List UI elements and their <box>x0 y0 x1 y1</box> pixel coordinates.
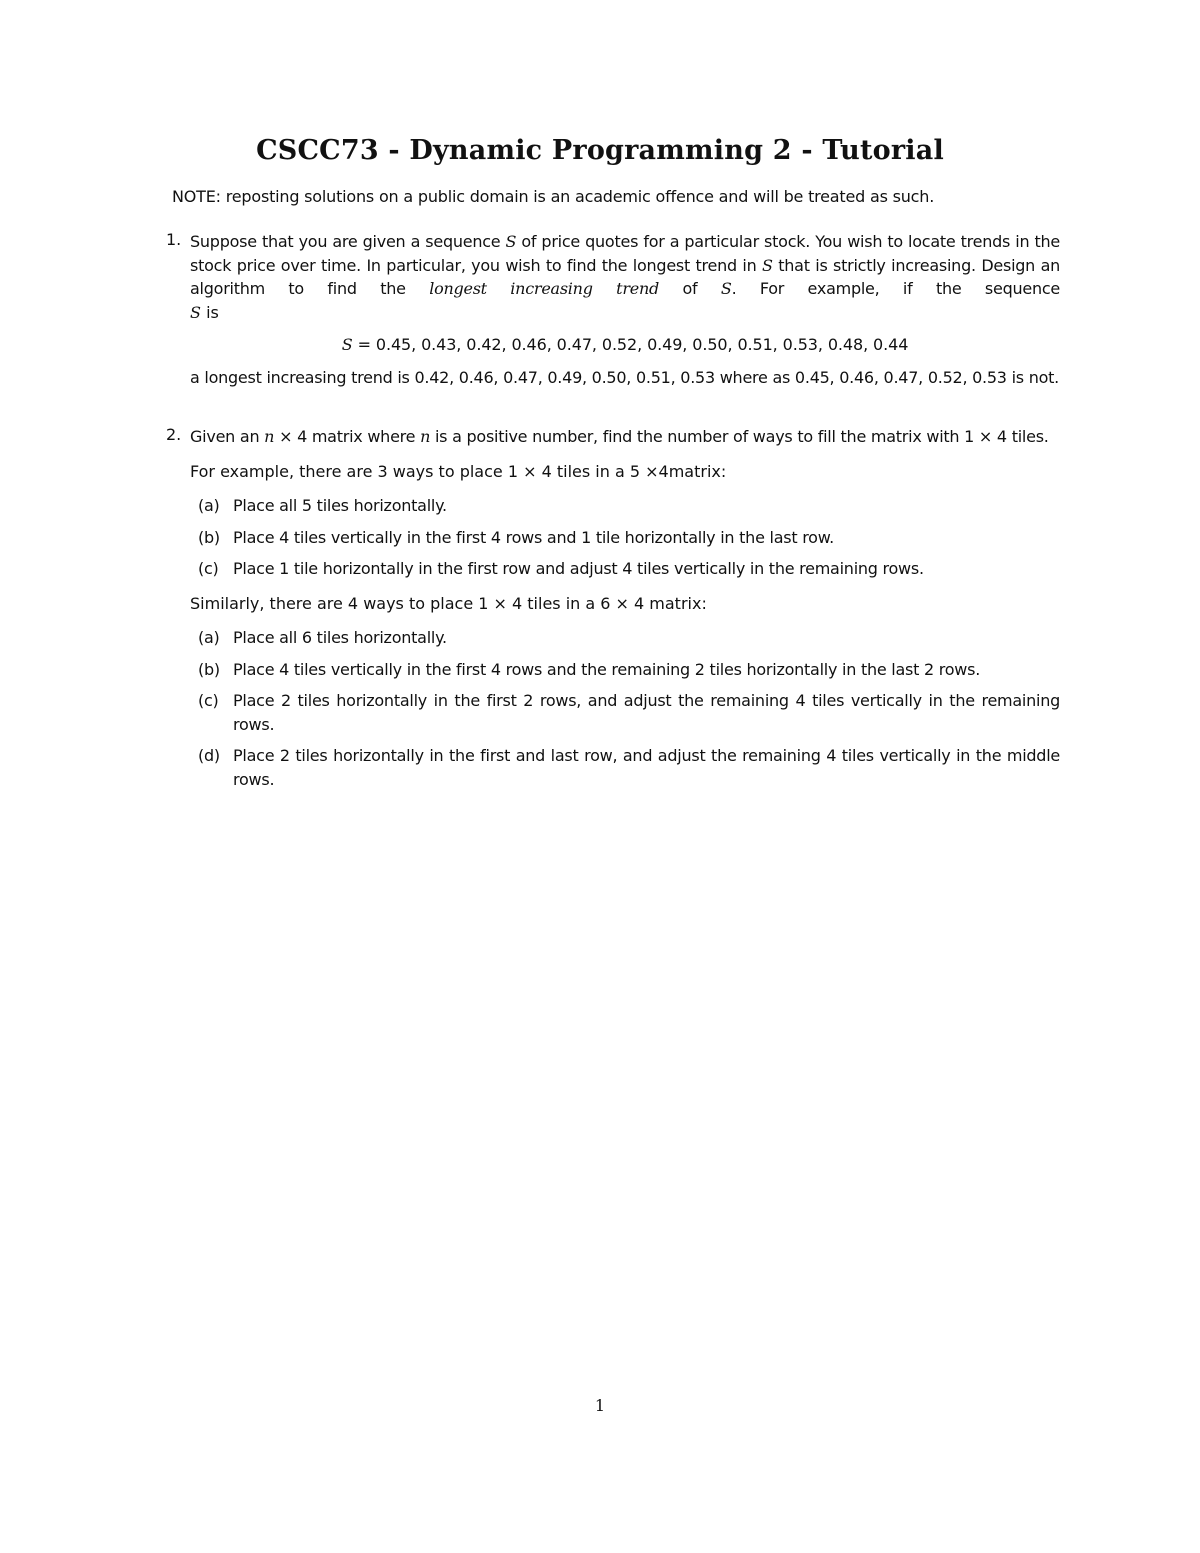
item-label: (c) <box>198 559 219 578</box>
math-variable: S <box>505 232 517 251</box>
item-label: (d) <box>198 746 220 765</box>
math-variable: S <box>762 255 773 275</box>
item-text: Place 2 tiles horizontally in the first 2 rows, and adjust the remaining 4 tiles vertically in the remaining rows. <box>233 691 1060 734</box>
math-variable: S <box>341 335 353 354</box>
formula-values: = 0.45, 0.43, 0.42, 0.46, 0.47, 0.52, 0.49, 0.50, 0.51, 0.53, 0.48, 0.44 <box>357 335 909 354</box>
item-text: Place all 5 tiles horizontally. <box>233 496 447 515</box>
list-item <box>190 494 1060 518</box>
math-variable: n <box>264 427 275 446</box>
math-variable: S <box>190 302 201 322</box>
example-2-list <box>190 626 1060 791</box>
times-symbol: × <box>279 427 293 446</box>
item-text: Place 4 tiles vertically in the first 4 rows and the remaining 2 tiles horizontally in the last 2 rows. <box>233 659 981 679</box>
question-2 <box>166 425 1060 799</box>
example-2-intro: Similarly, there are 4 ways to place 1 × 4 tiles in a 6 × 4 matrix: <box>190 593 707 613</box>
example-1-list <box>190 494 1060 581</box>
page-title: CSCC73 - Dynamic Programming 2 - Tutorial <box>256 135 944 166</box>
question-body <box>190 230 1060 389</box>
text-fragment: is a positive number, find the number of ways to fill the matrix with 1 <box>434 427 975 446</box>
question-1-paragraph-end <box>190 301 1060 325</box>
example-1-intro: For example, there are 3 ways to place 1 × 4 tiles in a 5 ×4matrix: <box>190 461 727 481</box>
times-symbol: × <box>978 427 993 446</box>
list-item <box>190 526 1060 550</box>
question-1-example: a longest increasing trend is 0.42, 0.46, 0.47, 0.49, 0.50, 0.51, 0.53 where as 0.45, 0.46, 0.47, 0.52, 0.53 is not. <box>190 367 1059 387</box>
question-body <box>190 425 1060 791</box>
question-2-intro <box>190 425 1060 449</box>
text-fragment: that is strictly increasing. Design an algorithm to find the <box>190 255 1060 298</box>
text-fragment: 4 matrix where <box>297 427 416 446</box>
list-item <box>190 689 1060 736</box>
academic-offence-note: NOTE: reposting solutions on a public domain is an academic offence and will be treated as such. <box>172 187 935 206</box>
item-label: (c) <box>198 691 219 710</box>
text-fragment: Suppose that you are given a sequence <box>190 232 501 251</box>
question-1-paragraph <box>190 230 1060 301</box>
item-text: Place all 6 tiles horizontally. <box>233 628 447 647</box>
question-1 <box>166 230 1060 389</box>
list-item <box>190 744 1060 791</box>
math-variable: S <box>720 279 732 298</box>
text-fragment: 4 tiles. <box>996 427 1049 446</box>
item-text: Place 1 tile horizontally in the first row and adjust 4 tiles vertically in the remaining rows. <box>233 559 924 578</box>
question-number: 1. <box>166 230 182 249</box>
item-text: Place 2 tiles horizontally in the first and last row, and adjust the remaining 4 tiles vertically in the middle rows. <box>233 746 1060 789</box>
item-label: (a) <box>198 496 220 515</box>
text-fragment: of <box>682 279 698 298</box>
text-fragment: is <box>206 302 219 322</box>
text-fragment: . For example, if the sequence <box>731 279 1060 298</box>
text-fragment: of price quotes for a particular stock. You wish to locate trends in the stock price over time. In particular, you wish to find the longest trend in <box>190 232 1060 275</box>
question-number: 2. <box>166 425 182 444</box>
list-item <box>190 557 1060 581</box>
sequence-formula <box>190 333 1060 357</box>
item-text: Place 4 tiles vertically in the first 4 rows and 1 tile horizontally in the last row. <box>233 527 834 547</box>
emphasized-term: longest increasing trend <box>429 279 660 298</box>
list-item <box>190 626 1060 650</box>
list-item <box>190 658 1060 682</box>
item-label: (b) <box>198 527 220 547</box>
item-label: (b) <box>198 659 220 679</box>
math-variable: n <box>420 427 431 446</box>
page-number: 1 <box>594 1396 606 1415</box>
text-fragment: Given an <box>190 427 260 446</box>
item-label: (a) <box>198 628 220 647</box>
